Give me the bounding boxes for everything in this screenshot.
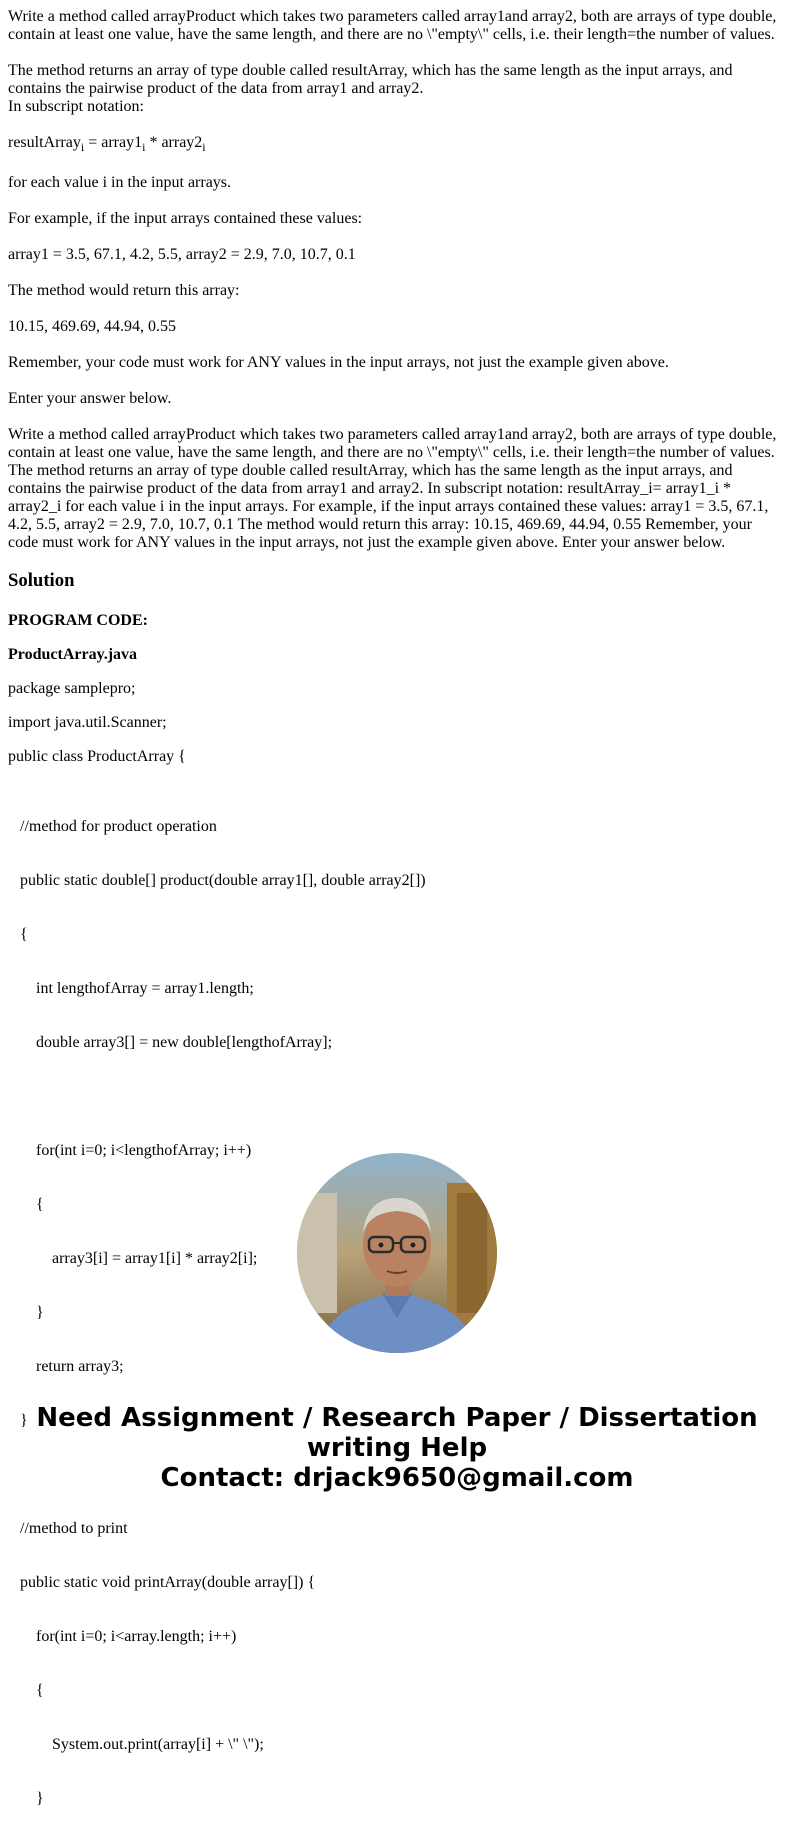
code-line: //method for product operation: [8, 818, 217, 835]
footer-banner: [0, 1403, 794, 1493]
package-line: package samplepro;: [8, 680, 136, 697]
would-return-text: The method would return this array:: [8, 282, 240, 299]
file-name: ProductArray.java: [8, 646, 138, 663]
code-line: //method to print: [8, 1520, 128, 1537]
author-avatar: [297, 1153, 497, 1353]
code-line: public static double[] product(double array1[], double array2[]): [8, 872, 426, 889]
example-values: array1 = 3.5, 67.1, 4.2, 5.5, array2 = 2.9, 7.0, 10.7, 0.1: [8, 246, 356, 263]
code-line: {: [8, 1682, 44, 1699]
code-line: for(int i=0; i<array.length; i++): [8, 1628, 237, 1645]
code-line: int lengthofArray = array1.length;: [8, 980, 254, 997]
example-intro: For example, if the input arrays contained these values:: [8, 210, 363, 227]
program-code-label: PROGRAM CODE:: [8, 612, 148, 629]
question-intro: Write a method called arrayProduct which takes two parameters called array1and array2, both are arrays of type double, contain at least one value, have the same length, and there are no \"empty\" cells, i.e. their length=the number of values.: [8, 8, 777, 43]
code-line: }: [8, 1412, 28, 1429]
result-values: 10.15, 469.69, 44.94, 0.55: [8, 318, 176, 335]
remember-text: Remember, your code must work for ANY values in the input arrays, not just the example given above.: [8, 354, 669, 371]
formula: resultArray$_i$ = $array1_i$ * $array2_i$: [8, 134, 206, 154]
code-line: return array3;: [8, 1358, 124, 1375]
question-returns: The method returns an array of type double called resultArray, which has the same length as the input arrays, and contains the pairwise product of the data from array1 and array2.: [8, 62, 733, 97]
code-line: {: [8, 926, 28, 943]
question-repeat: Write a method called arrayProduct which takes two parameters called array1and array2, both are arrays of type double, contain at least one value, have the same length, and there are no \"empty\" cells, i.e. their length=the number of values. The method returns an array of type double called resultArray, which has the same length as the input arrays, and contains the pairwise product of the data from array1 and array2. In subscript notation: resultArray_i= array1_i * array2_i for each value i in the input arrays. For example, if the input arrays contained these values: array1 = 3.5, 67.1, 4.2, 5.5, array2 = 2.9, 7.0, 10.7, 0.1 The method would return this array: 10.15, 469.69, 44.94, 0.55 Remember, your code must work for ANY values in the input arrays, not just the example given above. Enter your answer below.: [8, 426, 777, 551]
avatar-image: [297, 1153, 497, 1353]
code-line: public static void printArray(double array[]) {: [8, 1574, 316, 1591]
subscript-intro: In subscript notation:: [8, 98, 144, 115]
footer-line-1: Need Assignment / Research Paper / Dissertation: [36, 1403, 758, 1433]
code-line: System.out.print(array[i] + \" \");: [8, 1736, 264, 1753]
enter-answer-text: Enter your answer below.: [8, 390, 172, 407]
footer-line-2: writing Help: [306, 1433, 488, 1463]
each-value-text: for each value i in the input arrays.: [8, 174, 232, 191]
code-line: double array3[] = new double[lengthofArray];: [8, 1034, 333, 1051]
solution-heading: Solution: [8, 570, 75, 591]
footer-contact: Contact: drjack9650@gmail.com: [160, 1463, 634, 1493]
class-line: public class ProductArray {: [8, 748, 186, 765]
code-line: [8, 1088, 786, 1106]
code-line: array3[i] = array1[i] * array2[i];: [8, 1250, 258, 1267]
code-line: }: [8, 1790, 44, 1807]
code-line: {: [8, 1196, 44, 1213]
code-line: }: [8, 1304, 44, 1321]
import-line: import java.util.Scanner;: [8, 714, 167, 731]
code-line: for(int i=0; i<lengthofArray; i++): [8, 1142, 252, 1159]
